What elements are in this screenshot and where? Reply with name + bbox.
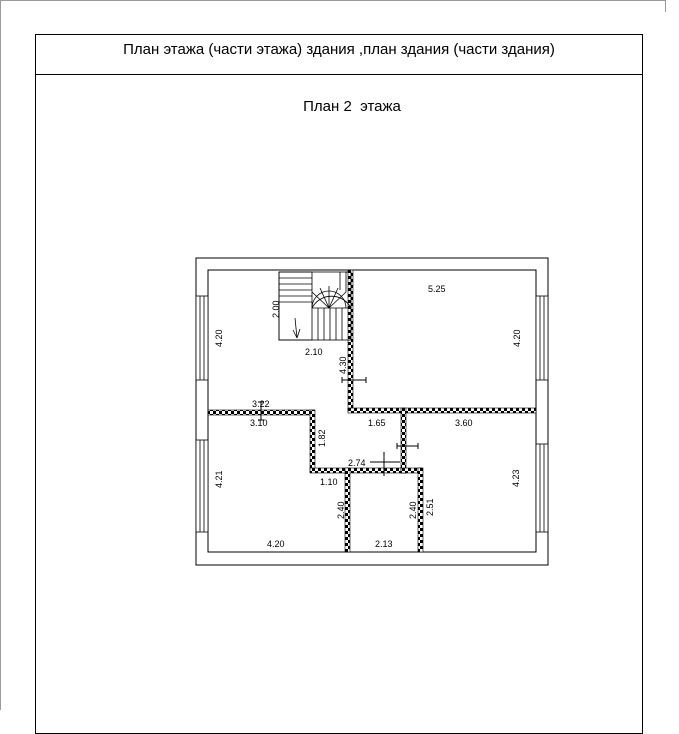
staircase — [279, 272, 351, 340]
partition-bath-right — [418, 468, 423, 552]
dim-room-nw-left: 4.20 — [214, 329, 224, 347]
dim-bath-left: 2.40 — [336, 501, 346, 519]
window-west-upper — [196, 296, 208, 380]
dim-bath-right-b: 2.51 — [425, 498, 435, 516]
dimension-labels — [214, 284, 522, 549]
partition-upper-vertical — [348, 270, 353, 412]
dim-bath-bottom: 2.13 — [375, 539, 393, 549]
dim-hall-vertical: 1.82 — [317, 429, 327, 447]
dim-room-se-right: 4.23 — [511, 469, 521, 487]
dim-room-sw-bottom: 4.20 — [267, 539, 285, 549]
partition-hall-left — [310, 410, 315, 472]
dim-wall-w-upper: 3.22 — [252, 399, 270, 409]
dim-room-nw-bottom: 2.10 — [305, 347, 323, 357]
dim-hall-bottom: 2.74 — [348, 458, 366, 468]
dim-room-ne-top: 5.25 — [428, 284, 446, 294]
window-east-lower — [536, 444, 548, 532]
sheet-header: План этажа (части этажа) здания ,план здания (части здания) — [35, 34, 643, 75]
partition-horizontal-east — [348, 408, 536, 413]
window-west-lower — [196, 440, 208, 532]
dim-hall-width: 1.65 — [368, 418, 386, 428]
dim-room-e-width: 3.60 — [455, 418, 473, 428]
dim-partition-vertical: 4.30 — [338, 356, 348, 374]
partition-hall-right — [401, 408, 406, 473]
door-marks — [258, 377, 418, 476]
dim-niche-width: 1.10 — [320, 477, 338, 487]
dim-wall-w-lower: 3.10 — [250, 418, 268, 428]
dim-room-ne-right: 4.20 — [512, 329, 522, 347]
interior-partitions — [208, 270, 536, 552]
dim-room-sw-left: 4.21 — [214, 470, 224, 488]
dim-stair-height: 2.00 — [271, 300, 281, 318]
plan-title: План 2 этажа — [303, 98, 401, 115]
partition-hall-bottom — [310, 468, 406, 473]
window-east-upper — [536, 296, 548, 380]
dim-bath-right-a: 2.40 — [408, 501, 418, 519]
